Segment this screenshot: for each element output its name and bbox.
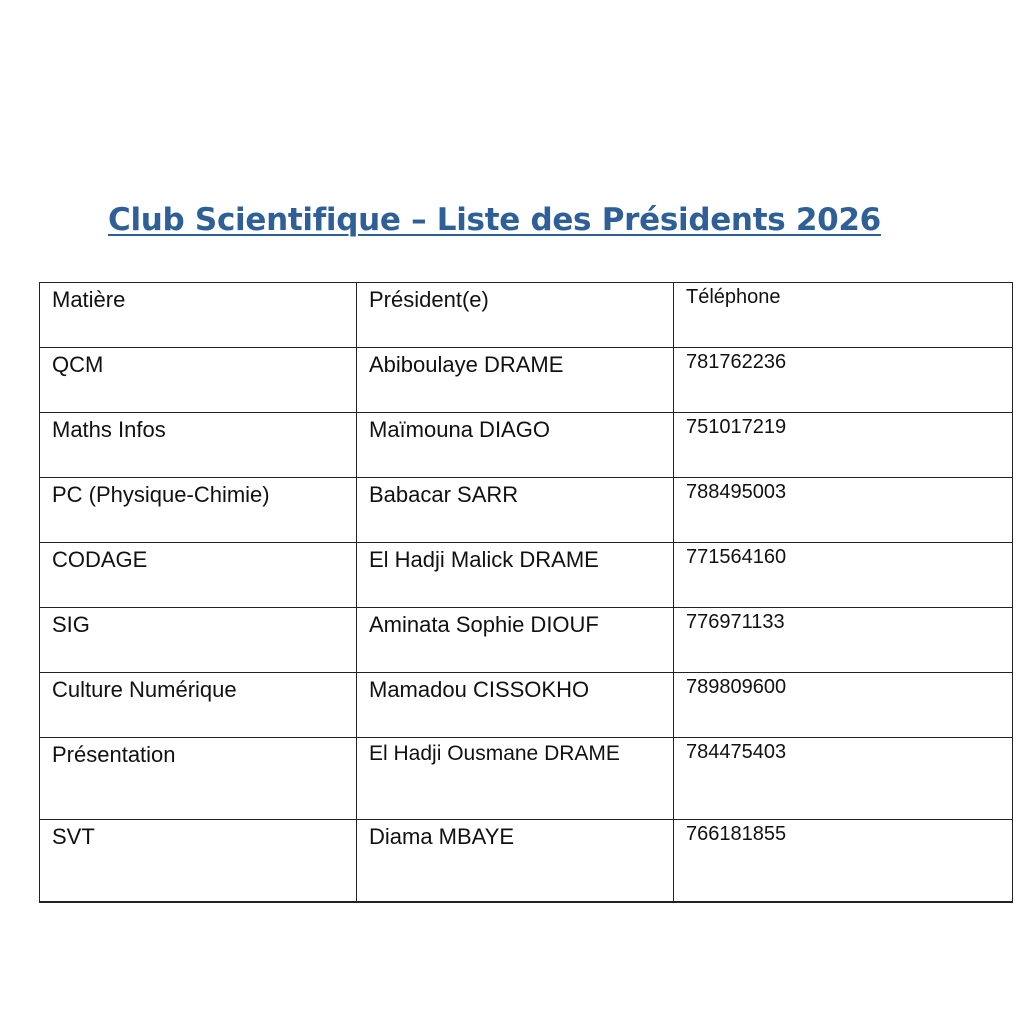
subject-cell: Maths Infos <box>40 413 357 478</box>
president-cell: Diama MBAYE <box>357 820 674 902</box>
table-row <box>40 478 1013 543</box>
phone-cell: 766181855 <box>674 820 1013 902</box>
table-row <box>40 413 1013 478</box>
phone-cell: 789809600 <box>674 673 1013 738</box>
table-row <box>40 348 1013 413</box>
subject-cell: PC (Physique-Chimie) <box>40 478 357 543</box>
phone-cell: 784475403 <box>674 738 1013 820</box>
subject-cell: CODAGE <box>40 543 357 608</box>
president-cell: El Hadji Ousmane DRAME <box>357 738 674 820</box>
phone-cell: 776971133 <box>674 608 1013 673</box>
header-phone: Téléphone <box>674 283 1013 348</box>
table-row <box>40 543 1013 608</box>
president-cell: Aminata Sophie DIOUF <box>357 608 674 673</box>
presidents-table <box>39 282 1013 903</box>
header-subject: Matière <box>40 283 357 348</box>
president-cell: Abiboulaye DRAME <box>357 348 674 413</box>
subject-cell: Culture Numérique <box>40 673 357 738</box>
table-row <box>40 673 1013 738</box>
table-row <box>40 820 1013 902</box>
subject-cell: SVT <box>40 820 357 902</box>
president-cell: Mamadou CISSOKHO <box>357 673 674 738</box>
president-cell: Maïmouna DIAGO <box>357 413 674 478</box>
president-cell: Babacar SARR <box>357 478 674 543</box>
subject-cell: SIG <box>40 608 357 673</box>
table-row <box>40 738 1013 820</box>
table-row <box>40 608 1013 673</box>
phone-cell: 771564160 <box>674 543 1013 608</box>
president-cell: El Hadji Malick DRAME <box>357 543 674 608</box>
phone-cell: 751017219 <box>674 413 1013 478</box>
page-title: Club Scientifique – Liste des Présidents 2026 <box>108 202 881 238</box>
header-president: Président(e) <box>357 283 674 348</box>
subject-cell: Présentation <box>40 738 357 820</box>
phone-cell: 781762236 <box>674 348 1013 413</box>
phone-cell: 788495003 <box>674 478 1013 543</box>
table-header-row <box>40 283 1013 348</box>
subject-cell: QCM <box>40 348 357 413</box>
